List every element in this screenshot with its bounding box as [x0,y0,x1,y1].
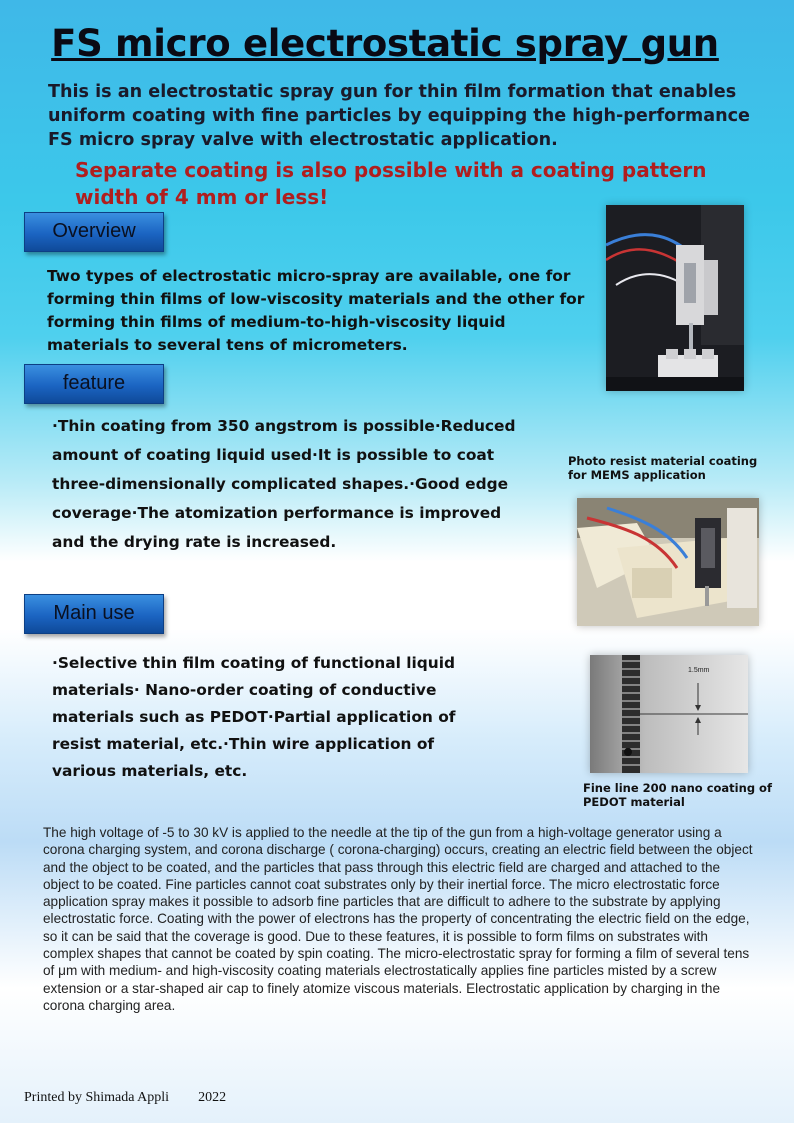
highlight-text: Separate coating is also possible with a coating pattern width of 4 mm or less! [75,158,707,209]
fine-line-photo [590,655,748,773]
mems-coating-photo [577,498,759,626]
intro-paragraph: This is an electrostatic spray gun for thin film formation that enables uniform coating with fine particles by equipping the high-performance FS micro spray valve with electrostatic application. [48,82,750,150]
feature-heading: feature [24,364,164,404]
footer-printer: Printed by Shimada Appli [24,1090,170,1105]
footer-year: 2022 [198,1090,227,1105]
footer [24,1090,226,1106]
overview-heading: Overview [24,212,164,252]
fine-line-caption: Fine line 200 nano coating of PEDOT material [583,781,772,809]
main-use-heading: Main use [24,594,164,634]
scale-label: 1.5mm [688,667,710,674]
feature-text: ·Thin coating from 350 angstrom is possible·Reduced amount of coating liquid used·It is possible to coat three-dimensionally complicated shapes.·Good edge coverage·The atomization performance is improved and the drying rate is increased. [52,417,516,551]
spray-gun-photo [606,205,744,391]
description-paragraph: The high voltage of -5 to 30 kV is applied to the needle at the tip of the gun from a high-voltage generator using a corona charging system, and corona discharge ( corona-charging) occurs, creating an electric field between the object and the object to be coated, and the particles that pass through this electric field are charged and attached to the object to be coated. Fine particles cannot coat substrates only by their inertial force. The micro electrostatic force application spray makes it possible to adsorb fine particles that are difficult to adhere to the substrate by applying electrostatic force. Coating with the power of electrons has the property of concentrating the electric field on the edge, so it can be said that the coverage is good. Due to these features, it is possible to form films on substrates with complex shapes that cannot be coated by spin coating. The micro-electrostatic spray for forming a film of several tens of μm with medium- and high-viscosity coating materials electrostatically applies fine particles misted by a screw extension or a star-shaped air cap to finely atomize viscous materials. Electrostatic application by charging in the corona charging area. [43,825,753,1013]
overview-text: Two types of electrostatic micro-spray are available, one for forming thin films of low-viscosity materials and the other for forming thin films of medium-to-high-viscosity liquid materials to several tens of micrometers. [47,267,585,354]
page-title: FS micro electrostatic spray gun [51,22,719,65]
photo-resist-caption: Photo resist material coating for MEMS application [568,454,758,482]
main-use-text: ·Selective thin film coating of functional liquid materials· Nano-order coating of conductive materials such as PEDOT·Partial application of resist material, etc.·Thin wire application of various materials, etc. [52,654,456,780]
